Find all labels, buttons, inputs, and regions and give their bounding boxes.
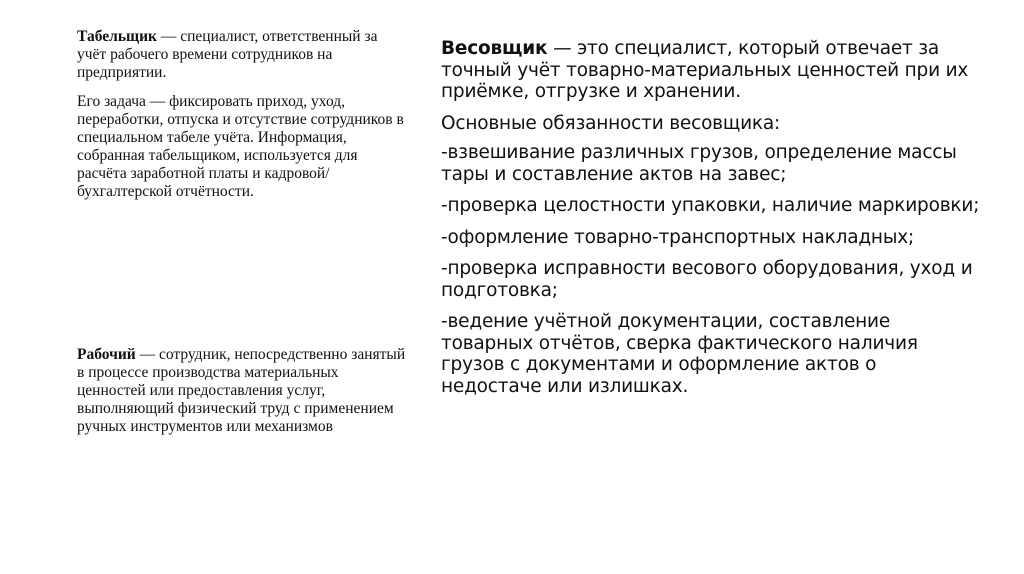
worker-block <box>77 346 407 436</box>
left-column <box>77 28 407 435</box>
worker-term: Рабочий <box>77 346 136 363</box>
timekeeper-duties-text: Его задача — фиксировать приход, уход, переработки, отпуска и отсутствие сотрудников в специальном табеле учёта. Информация, собранная табельщиком, используется для расчёта заработной платы и кадровой/бухгалтерской отчётности. <box>77 93 404 200</box>
worker-definition-text: — сотрудник, непосредственно занятый в процессе производства материальных ценностей или предоставления услуг, выполняющий физический труд с применением ручных инструментов или механизмов <box>77 346 406 435</box>
weigher-definition <box>441 38 981 103</box>
duties-heading: Основные обязанности весовщика: <box>441 112 781 134</box>
weigher-definition-text: — это специалист, который отвечает за точный учёт товарно-материальных ценностей при их приёмке, отгрузке и хранении. <box>441 38 969 102</box>
worker-definition <box>77 346 407 436</box>
timekeeper-term: Табельщик <box>77 28 157 45</box>
right-column <box>441 38 981 407</box>
duty-item: -проверка исправности весового оборудования, уход и подготовка; <box>441 258 973 301</box>
duty-item: -оформление товарно-транспортных накладных; <box>441 226 915 248</box>
weigher-term: Весовщик <box>441 38 548 59</box>
timekeeper-definition <box>77 28 407 82</box>
duty-item: -взвешивание различных грузов, определение массы тары и составление актов на завес; <box>441 142 957 185</box>
duty-item: -ведение учётной документации, составление товарных отчётов, сверка фактического наличия грузов с документами и оформление актов о недостаче или излишках. <box>441 311 918 397</box>
duty-item: -проверка целостности упаковки, наличие маркировки; <box>441 195 980 216</box>
timekeeper-definition-text: — специалист, ответственный за учёт рабочего времени сотрудников на предприятии. <box>77 28 378 81</box>
